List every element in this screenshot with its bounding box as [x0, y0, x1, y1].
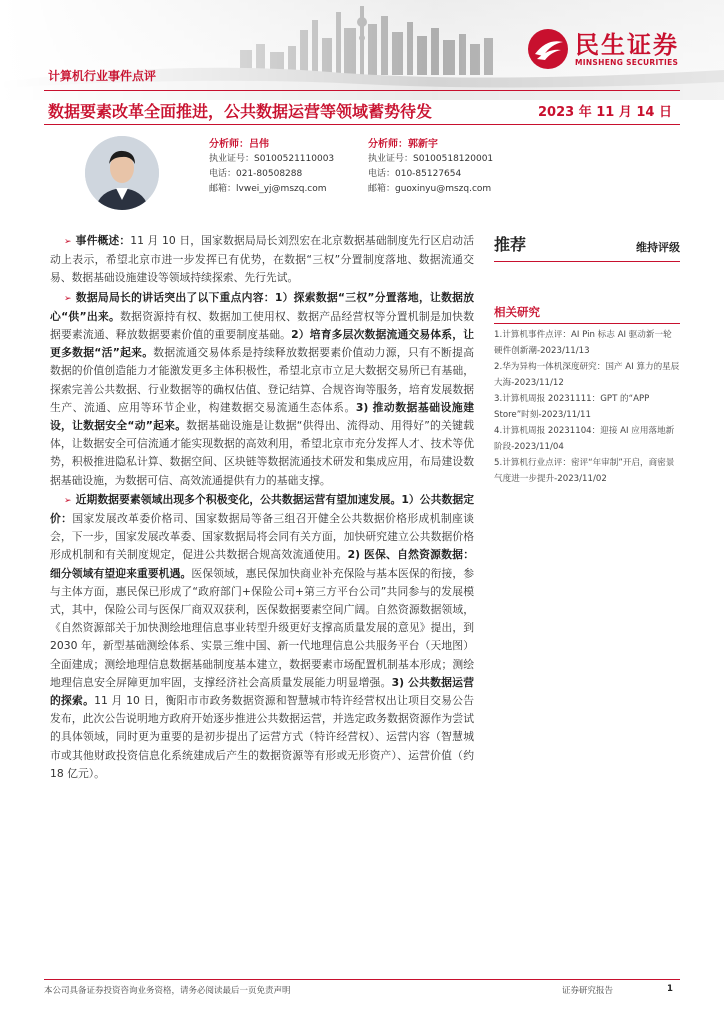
footer-doc-type: 证券研究报告	[562, 986, 614, 996]
analyst-card-2	[368, 137, 493, 197]
report-title: 数据要素改革全面推进，公共数据运营等领域蓄势待发	[48, 102, 433, 121]
sidebar	[494, 232, 680, 487]
related-research-item[interactable]: 1.计算机事件点评：AI Pin 标志 AI 驱动新一轮硬件创新潮-2023/11/13	[494, 330, 672, 356]
analyst-2-phone: 电话：010-85127654	[368, 169, 462, 179]
analyst-1-phone: 电话：021-80508288	[209, 169, 303, 179]
minsheng-logo-icon	[527, 28, 569, 70]
brand-logo	[527, 28, 679, 70]
event-lead: 事件概述：	[75, 234, 131, 247]
footer-disclaimer: 本公司具备证券投资咨询业务资格，请务必阅读最后一页免责声明	[44, 986, 291, 996]
paragraph-recent-changes	[50, 491, 474, 783]
analyst-portrait-icon	[85, 136, 159, 210]
page-number: 1	[667, 984, 673, 994]
changes-text-3: 11 月 10 日，衡阳市市政务数据资源和智慧城市特许经营权出让项目交易公告发布，此次公告说明地方政府开始逐步推进公共数据运营，并选定政务数据资源作为尝试的具体领域，同时更为重要的是初步提出了运营方式（特许经营权）、运营内容（智慧城市或其他财政投资信息化系统建成后产生的数据资源等有形或无形资产）、运营价值（约 18 亿元）。	[50, 694, 474, 780]
paragraph-key-points	[50, 289, 474, 490]
key-points-lead: 数据局局长的讲话突出了以下重点内容：1）探索数据“三权”分置落地，让数据放心“供”出来。	[50, 290, 474, 323]
analyst-2-license: 执业证号：S0100518120001	[368, 154, 494, 164]
analyst-2-name: 郭新宇	[408, 139, 438, 150]
analyst-1-license: 执业证号：S0100521110003	[209, 154, 335, 164]
analyst-2-label: 分析师：	[368, 139, 408, 150]
analyst-1-label: 分析师：	[209, 139, 249, 150]
report-body	[50, 232, 474, 784]
rating-row	[494, 232, 680, 262]
related-research-item[interactable]: 5.计算机行业点评：密评“年审制”开启，商密景气度进一步提升-2023/11/02	[494, 458, 675, 484]
analyst-card-1	[209, 137, 334, 197]
changes-bold-2: 2) 医保、自然资源数据：细分领域有望迎来重要机遇。	[50, 548, 474, 580]
changes-text-2: 医保领域，惠民保加快商业补充保险与基本医保的衔接，参与主体方面，惠民保已形成了“政府部门+保险公司+第三方平台公司”共同参与的发展模式，其中，保险公司与医保厂商双双获利，医保数据要素空间广阔。自然资源数据领域，《自然资源部关于加快测绘地理信息事业转型升级更好支撑高质量发展的意见》提出，到 2030 年，新型基础测绘体系、实景三维中国、新一代地理信息公共服务平台（天地图）全面建成；测绘地理信息数据基础制度基本建立，数据要素市场配置机制基本形成；测绘地理信息安全屏障更加牢固，支撑经济社会高质量发展能力明显增强。	[50, 566, 474, 689]
rating-status: 维持评级	[636, 241, 680, 254]
brand-name-cn: 民生证券	[575, 30, 679, 59]
related-research-item[interactable]: 2.华为异构一体机深度研究：国产 AI 算力的星辰大海-2023/11/12	[494, 362, 680, 388]
brand-name-en: MINSHENG SECURITIES	[575, 57, 679, 67]
analyst-1-email: 邮箱：lvwei_yj@mszq.com	[209, 184, 327, 194]
key-points-text-3: 数据基础设施是让数据“供得出、流得动、用得好”的关键载体，让数据安全可信流通才能实现数据的高效利用，希望北京市充分发挥人才、技术等优势，积极推进隐私计算、数据空间、区块链等数据流通技术研发和集成应用，布局建设数据基础设施，为数据可信、高效流通提供有力的基础支撑。	[50, 419, 474, 487]
related-research-title: 相关研究	[494, 305, 540, 319]
changes-lead: 近期数据要素领域出现多个积极变化，公共数据运营有望加速发展。1）公共数据定价：	[50, 492, 474, 526]
analyst-2-email: 邮箱：guoxinyu@mszq.com	[368, 184, 492, 194]
report-category: 计算机行业事件点评	[48, 69, 157, 83]
related-research-item[interactable]: 3.计算机周报 20231111：GPT 的“APP Store”时刻-2023/11/11	[494, 394, 650, 420]
related-research-item[interactable]: 4.计算机周报 20231104：迎接 AI 应用落地新阶段-2023/11/04	[494, 426, 675, 452]
event-text: 11 月 10 日，国家数据局局长刘烈宏在北京数据基础制度先行区启动活动上表示，希望北京市进一步发挥已有优势，在数据“三权”分置制度落地、数据流通交易、数据基础设施建设等领域持续探索、先行先试。	[50, 234, 474, 285]
related-research-list	[494, 323, 680, 487]
paragraph-event-overview	[50, 232, 474, 288]
key-points-text-1: 数据资源持有权、数据加工使用权、数据产品经营权等分置机制是加快数据要素流通、释放数据要素价值的重要制度基础。	[50, 309, 474, 342]
report-date: 2023 年 11 月 14 日	[538, 105, 672, 120]
title-divider	[44, 124, 680, 125]
key-points-bold-2: 2）培育多层次数据流通交易体系，让更多数据“活”起来。	[50, 328, 474, 360]
key-points-bold-3: 3) 推动数据基础设施建设，让数据安全“动”起来。	[50, 400, 474, 433]
recommendation: 推荐	[494, 235, 527, 254]
bullet-arrow-icon: ➢	[64, 293, 72, 304]
changes-bold-3: 3) 公共数据运营的探索。	[50, 675, 474, 708]
header-divider	[44, 90, 680, 91]
changes-text-1: 国家发展改革委价格司、国家数据局等备三组召开健全公共数据价格形成机制座谈会，下一步，国家发展改革委、国家数据局将会同有关方面，加快研究建立公共数据价格形成机制和有关制度规定，促进公共数据合规高效流通使用。	[50, 512, 475, 562]
analyst-photo	[85, 136, 159, 210]
key-points-text-2: 数据流通交易体系是持续释放数据要素价值动力源，只有不断提高数据的价值创造能力才能激发更多主体积极性，希望北京市立足大数据交易所已有基础，探索完善公共数据、行业数据等的确权估值、登记结算、合规咨询等服务，培育发展数据生产、流通、应用等环节企业，构建数据交易流通生态体系。	[50, 346, 474, 414]
footer-divider	[44, 979, 680, 980]
bullet-arrow-icon: ➢	[64, 237, 72, 247]
bullet-arrow-icon: ➢	[64, 495, 72, 506]
analyst-1-name: 吕伟	[249, 139, 269, 150]
